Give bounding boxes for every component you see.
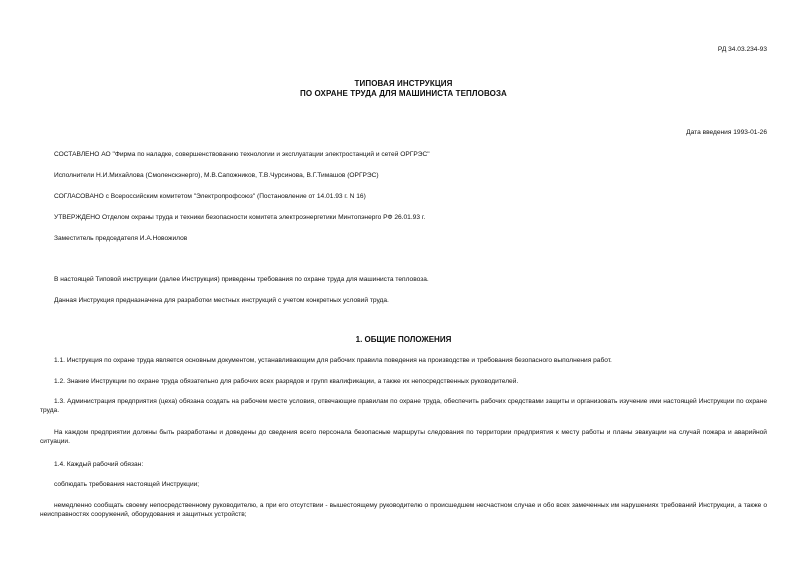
document-title-line2: ПО ОХРАНЕ ТРУДА ДЛЯ МАШИНИСТА ТЕПЛОВОЗА — [300, 89, 507, 98]
compiled-by: СОСТАВЛЕНО АО "Фирма по наладке, совершенствованию технологии и эксплуатации электростанций и сетей ОРГРЭС" — [54, 151, 430, 158]
intro-paragraph-2: Данная Инструкция предназначена для разработки местных инструкций с учетом конкретных условий труда. — [54, 297, 389, 304]
executors: Исполнители Н.И.Михайлова (Смоленскэнерго), М.В.Сапожников, Т.В.Чурсинова, В.Г.Тимашов (ОРГРЭС) — [54, 172, 379, 179]
effective-date: Дата введения 1993-01-26 — [686, 129, 767, 136]
document-code: РД 34.03.234-93 — [717, 46, 767, 53]
approved-by: УТВЕРЖДЕНО Отделом охраны труда и техники безопасности комитета электроэнергетики Минтопэнерго РФ 26.01.93 г. — [54, 214, 426, 221]
paragraph-1-4-item-a: соблюдать требования настоящей Инструкции; — [54, 481, 200, 488]
agreed-with: СОГЛАСОВАНО с Всероссийским комитетом "Электропрофсоюз" (Постановление от 14.01.93 г. N 16) — [54, 193, 366, 200]
paragraph-1-4: 1.4. Каждый рабочий обязан: — [54, 461, 144, 468]
paragraph-1-3: 1.3. Администрация предприятия (цеха) обязана создать на рабочем месте условия, отвечающие правилам по охране труда, обеспечить рабочих средствами защиты и организовать изучение ими настоящей Инструкции по охране труда. — [40, 398, 767, 414]
section-heading: 1. ОБЩИЕ ПОЛОЖЕНИЯ — [355, 335, 452, 344]
paragraph-1-2: 1.2. Знание Инструкции по охране труда обязательно для рабочих всех разрядов и групп квалификации, а также их непосредственных руководителей. — [54, 378, 519, 385]
paragraph-1-1: 1.1. Инструкция по охране труда является основным документом, устанавливающим для рабочих правила поведения на производстве и требования безопасного выполнения работ. — [54, 357, 612, 364]
paragraph-1-3-routes: На каждом предприятии должны быть разработаны и доведены до сведения всего персонала безопасные маршруты следования по территории предприятия к месту работы и планы эвакуации на случай пожара и аварийной ситуации. — [40, 429, 767, 445]
intro-paragraph-1: В настоящей Типовой инструкции (далее Инструкция) приведены требования по охране труда для машиниста тепловоза. — [54, 276, 429, 283]
deputy-chairman: Заместитель председателя И.А.Новожилов — [54, 235, 188, 242]
document-title-line1: ТИПОВАЯ ИНСТРУКЦИЯ — [354, 79, 453, 88]
paragraph-1-4-item-b: немедленно сообщать своему непосредственному руководителю, а при его отсутствии - вышестоящему руководителю о происшедшем несчастном случае и обо всех замеченных им нарушениях требований Инструкции, а также о неисправностях сооружений, оборудования и защитных устройств; — [40, 502, 767, 518]
